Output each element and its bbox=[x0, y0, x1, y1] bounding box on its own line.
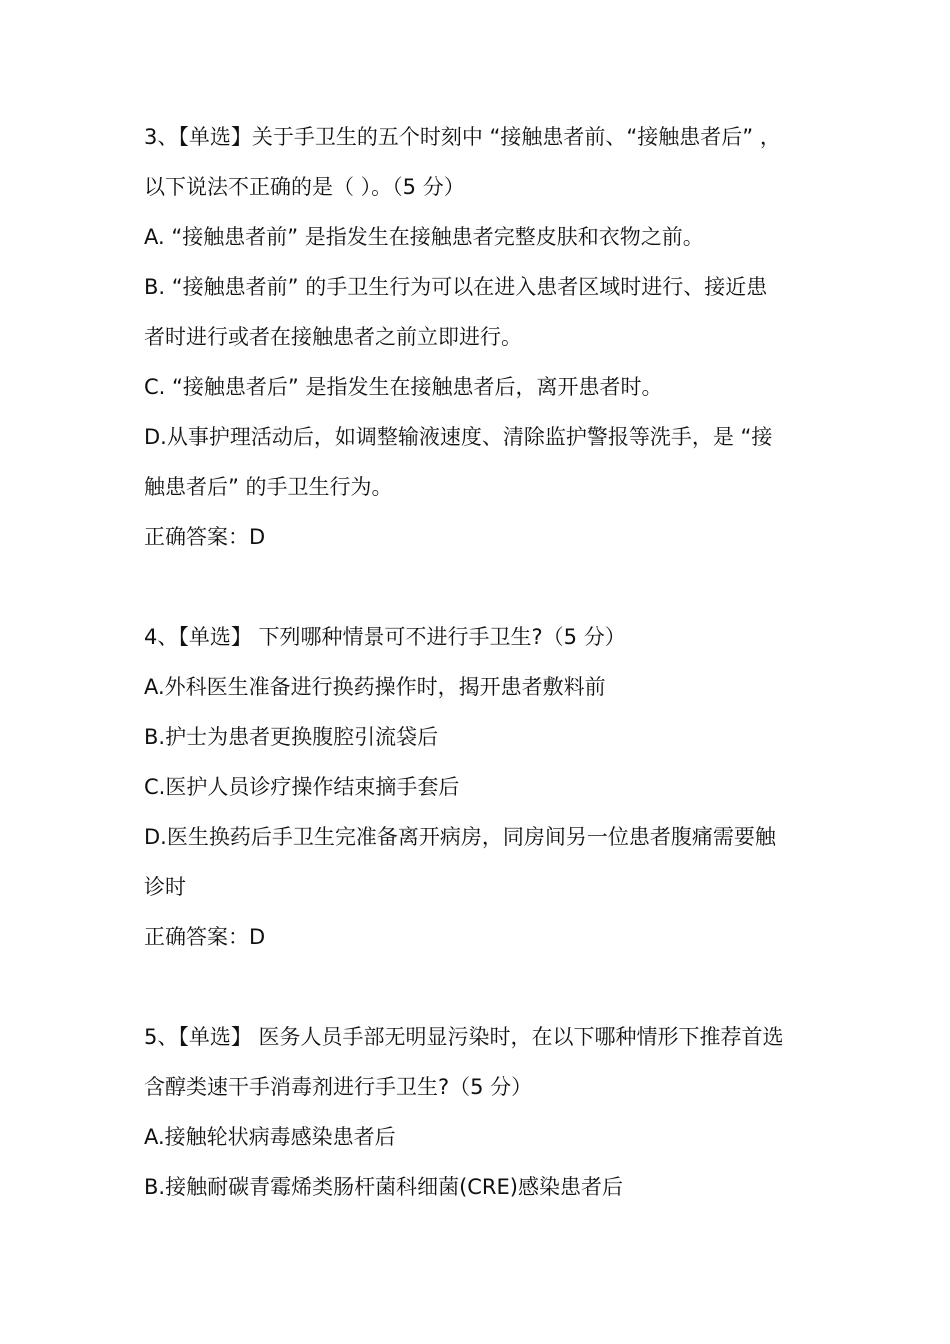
question-3-option-c: C. “接触患者后” 是指发生在接触患者后，离开患者时。 bbox=[144, 375, 663, 399]
question-3-option-d-line-1: D.从事护理活动后，如调整输液速度、清除监护警报等洗手，是 “接 bbox=[144, 425, 773, 449]
question-4-stem-line-1: 4、【单选】 下列哪种情景可不进行手卫生?（5 分） bbox=[144, 625, 626, 649]
question-3-answer: 正确答案：D bbox=[144, 525, 266, 549]
question-3 bbox=[144, 112, 812, 562]
question-4-option-b: B.护士为患者更换腹腔引流袋后 bbox=[144, 725, 439, 749]
question-4-option-c: C.医护人员诊疗操作结束摘手套后 bbox=[144, 775, 460, 799]
question-4-option-d-line-1: D.医生换药后手卫生完准备离开病房，同房间另一位患者腹痛需要触 bbox=[144, 825, 776, 849]
question-3-stem-line-1: 3、【单选】关于手卫生的五个时刻中 “接触患者前、“接触患者后” ， bbox=[144, 125, 781, 149]
spacer bbox=[144, 562, 812, 612]
question-4-option-a: A.外科医生准备进行换药操作时，揭开患者敷料前 bbox=[144, 675, 606, 699]
question-5-option-a: A.接触轮状病毒感染患者后 bbox=[144, 1125, 396, 1149]
question-5-option-b: B.接触耐碳青霉烯类肠杆菌科细菌(CRE)感染患者后 bbox=[144, 1175, 623, 1199]
question-3-stem-line-2: 以下说法不正确的是（ ）。（5 分） bbox=[144, 175, 465, 199]
question-5-stem-line-2: 含醇类速干手消毒剂进行手卫生?（5 分） bbox=[144, 1075, 533, 1099]
question-3-option-b-line-2: 者时进行或者在接触患者之前立即进行。 bbox=[144, 325, 522, 349]
spacer bbox=[144, 962, 812, 1012]
question-5-stem-line-1: 5、【单选】 医务人员手部无明显污染时，在以下哪种情形下推荐首选 bbox=[144, 1025, 784, 1049]
question-5 bbox=[144, 1012, 812, 1212]
question-4-answer: 正确答案：D bbox=[144, 925, 266, 949]
question-3-option-d-line-2: 触患者后” 的手卫生行为。 bbox=[144, 475, 393, 499]
question-4 bbox=[144, 612, 812, 962]
question-4-option-d-line-2: 诊时 bbox=[144, 875, 186, 899]
question-3-option-a: A. “接触患者前” 是指发生在接触患者完整皮肤和衣物之前。 bbox=[144, 225, 704, 249]
question-list bbox=[144, 112, 812, 1212]
question-3-option-b-line-1: B. “接触患者前” 的手卫生行为可以在进入患者区域时进行、接近患 bbox=[144, 275, 768, 299]
